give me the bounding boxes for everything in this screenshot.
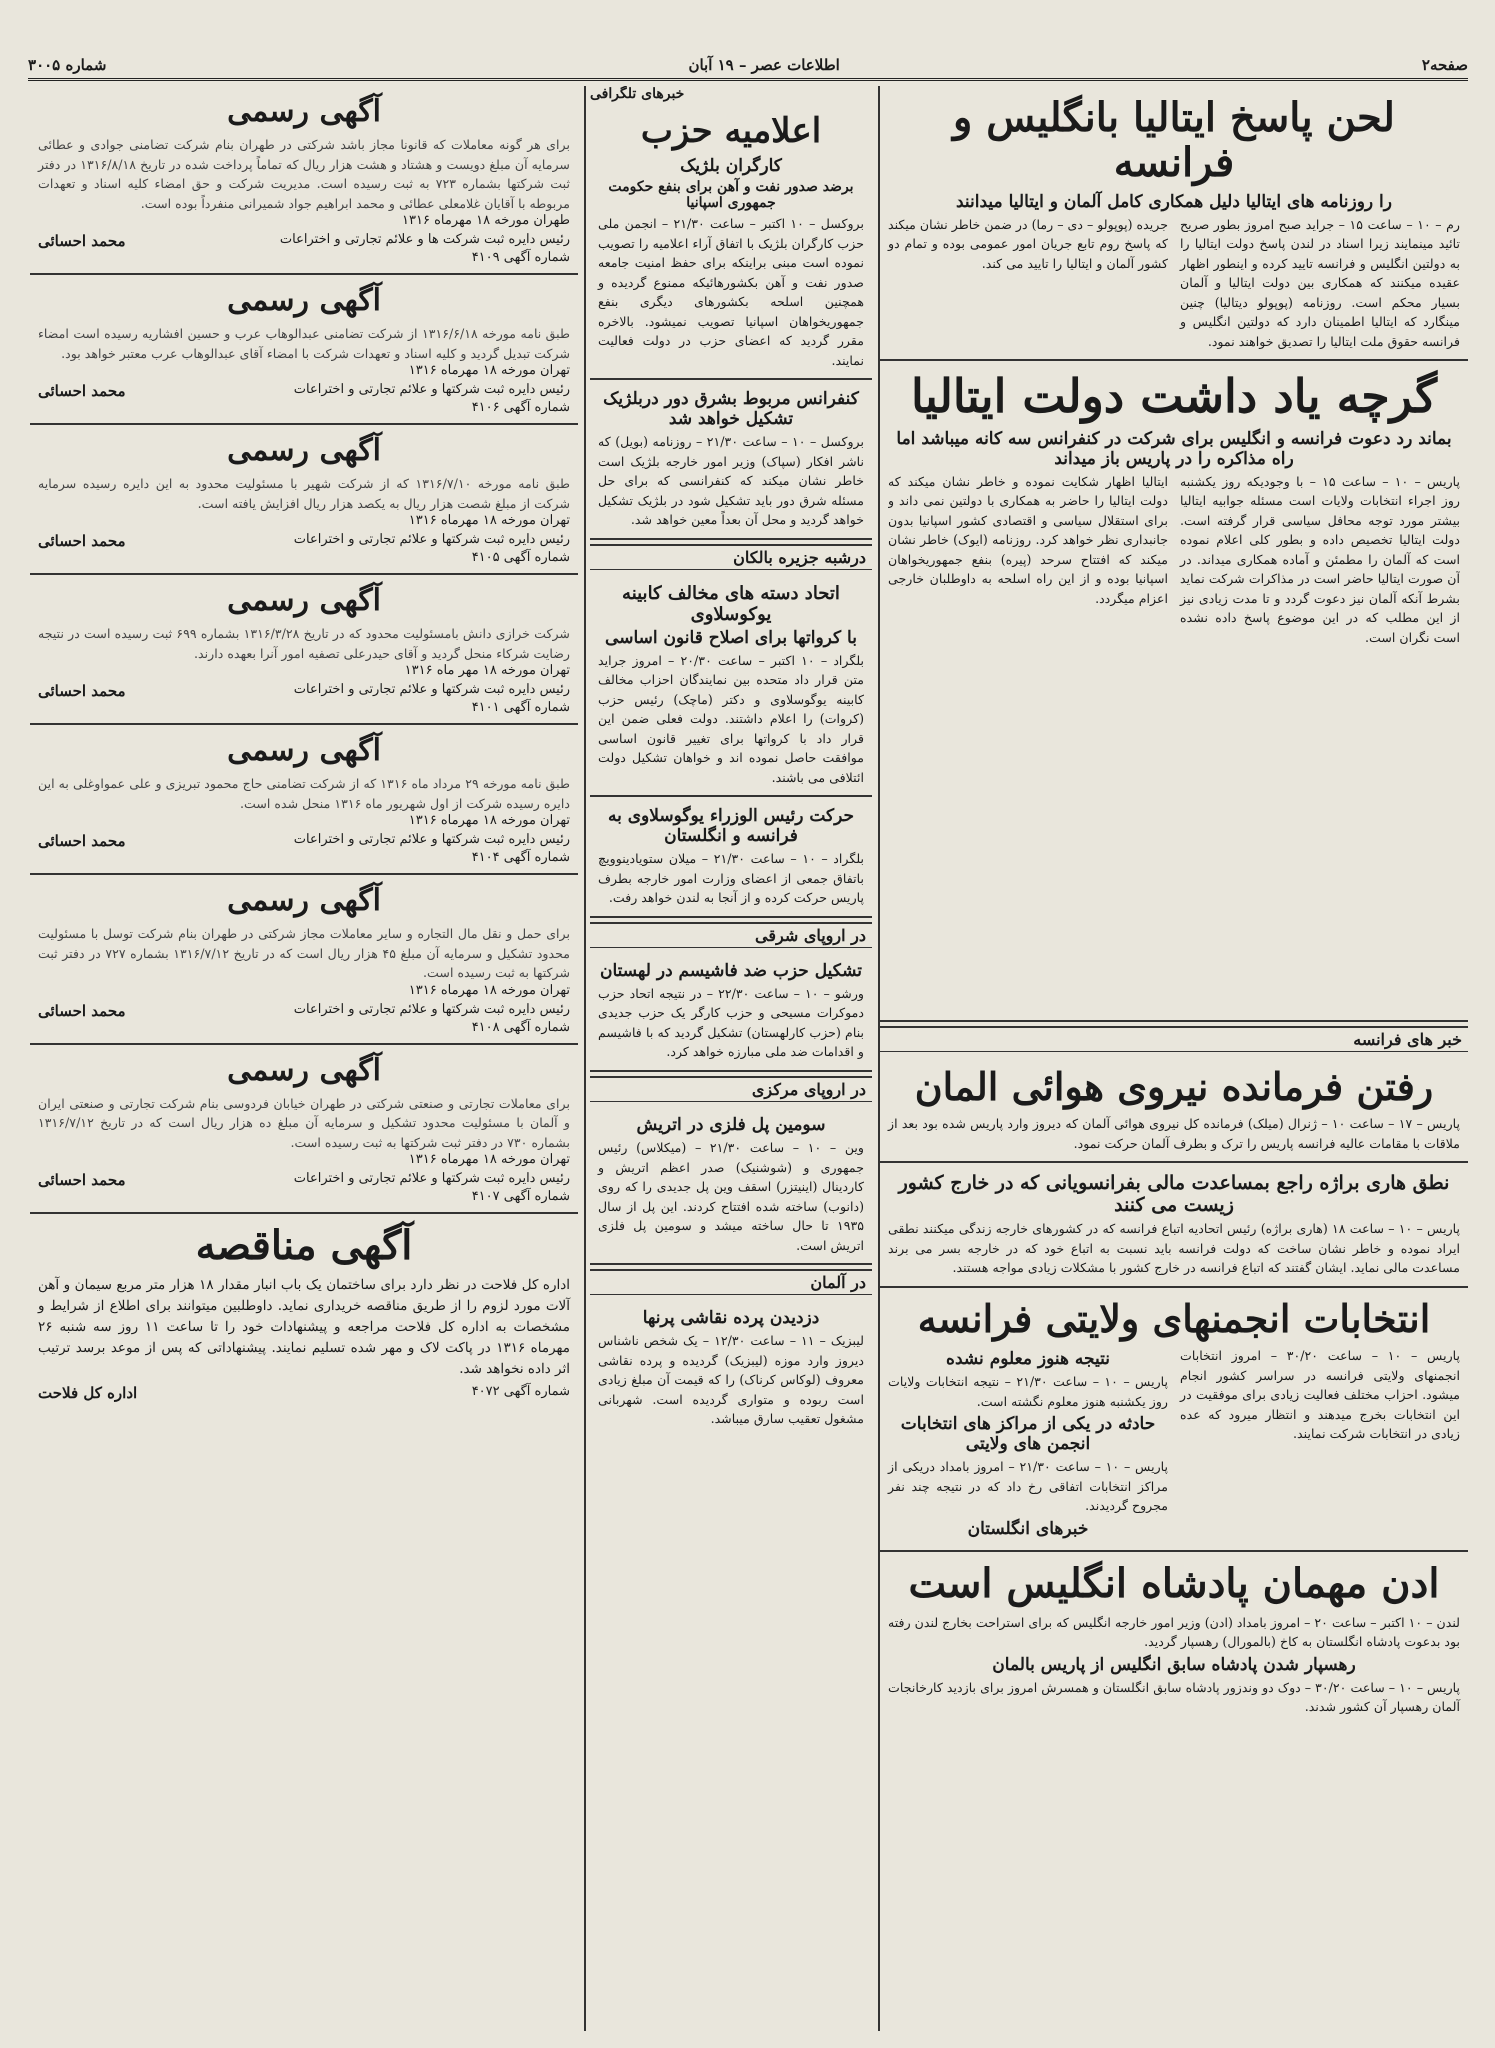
notice-signatory: محمد احسائی <box>38 1001 126 1020</box>
notice-office: رئیس دایره ثبت شرکتها و علائم تجارتی و اختراعات <box>293 682 570 698</box>
column-rule <box>584 86 586 2031</box>
notice-office: رئیس دایره ثبت شرکتها و علائم تجارتی و اختراعات <box>293 1001 570 1017</box>
notice-body: طبق نامه مورخه ۲۹ مرداد ماه ۱۳۱۶ که از شرکت تضامنی حاج محمود تبریزی و علی عمواوغلی به این دایره رسیده شرکت از اول شهریور ماه ۱۳۱۶ منحل شده است. <box>38 776 571 811</box>
subheadline: نتیجه هنوز معلوم نشده <box>946 1349 1110 1370</box>
column-right <box>880 86 1468 2031</box>
notice-number: شماره آگهی ۴۱۰۶ <box>471 400 570 416</box>
notice-number: شماره آگهی ۴۱۰۱ <box>471 700 570 716</box>
deck: برضد صدور نفت و آهن برای بنفع حکومت جمهوری اسپانیا <box>608 179 854 212</box>
notice-signatory: محمد احسائی <box>38 382 126 401</box>
deck: بماند رد دعوت فرانسه و انگلیس برای شرکت در کنفرانس سه کانه میباشد اما راه مذاکره را در پاریس باز میداند <box>896 428 1452 469</box>
masthead-date: اطلاعات عصر – ۱۹ آبان <box>688 56 840 74</box>
notice-date: طهران مورخه ۱۸ مهرماه ۱۳۱۶ <box>402 213 570 229</box>
article-belgian-party <box>590 102 872 380</box>
kicker: خبرهای تلگرافی <box>590 86 685 102</box>
official-notice <box>30 275 578 425</box>
section-france-news: خبر های فرانسه <box>880 1026 1468 1052</box>
notice-number: شماره آگهی ۴۱۰۷ <box>471 1189 570 1205</box>
notice-title: آگهی رسمی <box>227 583 381 619</box>
article-poland-party <box>590 952 872 1072</box>
notice-title: آگهی رسمی <box>227 733 381 769</box>
article-eden-guest <box>880 1552 1468 1725</box>
subheadline: کارگران بلژیک <box>680 156 782 177</box>
article-italian-note <box>880 361 1468 1022</box>
section-germany: در آلمان <box>590 1269 872 1295</box>
section-central-europe: در اروپای مرکزی <box>590 1076 872 1102</box>
column-middle <box>590 86 872 2031</box>
subheadline-2: حادثه در یکی از مراکز های انتخابات انجمن های ولایتی <box>900 1414 1156 1455</box>
headline: کنفرانس مربوط بشرق دور دربلژیک تشکیل خواهد شد <box>603 389 859 430</box>
article-body: لندن – ۱۰ اکتبر – ساعت ۲۰ – امروز بامداد (ادن) وزیر امور خارجه انگلیس که برای استراحت بخارج لندن رفته بود بدعوت پادشاه انگلستان به کاخ (بالمورال) رهسپار گردید. <box>888 1614 1461 1650</box>
column-rule <box>878 86 880 2031</box>
article-body: وین – ۱۰ – ساعت ۲۱/۳۰ – (میکلاس) رئیس جمهوری و (شوشنیک) صدر اعظم اتریش و کاردینال (اینیتزر) اسقف وین پل جدیدی را که روی (دانوب) ساخته شده افتتاح کردند. این پل از سال ۱۹۳۵ تا حال ساخته میشد و سومین پل فلزی اتریش است. <box>598 1140 864 1253</box>
article-body-2: ایتالیا اظهار شکایت نموده و خاطر نشان میکند که دولت ایتالیا را حاضر به همکاری با دولتین نمی داند و برای استقلال سیاسی و اقتصادی کشور اسپانیا بدون جانبداری نظر خواهد کرد. روزنامه (ایوک) خاطر نشان میکند که افتتاح سرحد (پیره) بنفع جمهوریخواهان اسپانیا بوده و از این راه اسلحه به داوطلبان خارجی اعزام میگردد. <box>888 473 1168 606</box>
notice-body: برای هر گونه معاملات که قانونا مجاز باشد شرکتی در طهران بنام شرکت تضامنی جوادی و عطائی سرمایه آن مبلغ دویست و هشتاد و هشت هزار ریال که تماماً پرداخت شده در تاریخ ۱۳۱۶/۸/۱۸ در دفتر ثبت شرکتها بشماره ۷۲۳ به ثبت رسیده است. مدیریت شرکت و حق امضاء کلیه اسناد و تعهدات مربوطه با آقایان غلامعلی عطائی و محمد ابراهیم جواد شمیرانی منفرداً بوده است. <box>38 137 570 211</box>
article-far-east-conference <box>590 380 872 540</box>
headline: سومین پل فلزی در اتریش <box>636 1115 826 1135</box>
headline: انتخابات انجمنهای ولایتی فرانسه <box>917 1295 1431 1341</box>
issue-number: شماره ۳۰۰۵ <box>28 56 107 74</box>
column-left <box>30 86 578 2031</box>
notice-number: شماره آگهی ۴۱۰۵ <box>471 550 570 566</box>
article-body: بروکسل – ۱۰ اکتبر – ساعت ۲۱/۳۰ – انجمن ملی حزب کارگران بلژیک با اتفاق آراء اعلامیه را تصویب نموده است مبنی براینکه برای حفظ امنیت جامعه صدور نفت و آهن بکشورهائیکه ممنوع گردیده و همچنین اسلحه بکشورهای دیگری بنفع جمهوریخواهان اسپانیا تصویب نمیشود. بالاخره مقرر گردید که اعضای حزب در دولت فعالیت نمایند. <box>598 216 864 368</box>
article-yugoslav-pm <box>590 797 872 918</box>
notice-number: شماره آگهی ۴۱۰۸ <box>471 1019 570 1035</box>
headline: ادن مهمان پادشاه انگلیس است <box>908 1559 1440 1607</box>
article-body: بلگراد – ۱۰ اکتبر – ساعت ۲۰/۳۰ – امروز جراید متن قرار داد متحده بین نمایندگان احزاب مخالف کابینه یوگوسلاوی و دکتر (ماچک) رئیس حزب (کروات) را اعلام داشتند. دولت فعلی ضمن این قرار داد با کرواتها برای تغییر قانون اساسی موافقت حاصل نموده اند و خواهان تشکیل دولت ائتلافی می باشند. <box>598 652 865 785</box>
official-notice <box>30 1045 578 1215</box>
notice-office: رئیس دایره ثبت شرکتها و علائم تجارتی و اختراعات <box>293 1171 570 1187</box>
sub-body: پاریس – ۱۰ – ساعت ۲۱/۳۰ – نتیجه انتخابات ولایات روز یکشنبه هنوز معلوم نگشته است. <box>888 1374 1168 1409</box>
notice-office: رئیس دایره ثبت شرکتها و علائم تجارتی و اختراعات <box>293 532 570 548</box>
headline: گرچه یاد داشت دولت ایتالیا <box>911 369 1437 424</box>
article-body: پاریس – ۱۷ – ساعت ۱۰ – ژنرال (میلک) فرمانده کل نیروی هوائی آلمان که دیروز وارد پاریس شده بود بعد از ملاقات با مقامات عالیه فرانسه پاریس را ترک و بطرف آلمان حرکت نمود. <box>888 1116 1460 1151</box>
notice-title: آگهی رسمی <box>227 1052 381 1088</box>
notice-body: برای معاملات تجارتی و صنعتی شرکتی در طهران خیابان فردوسی بنام شرکت تجارتی و صنعتی ایران و آلمان با مسئولیت محدود تشکیل و سرمایه آن مبلغ ده هزار ریال است که در تاریخ ۱۳۱۶/۷/۱۲ بشماره ۷۳۰ در دفتر ثبت شرکتها به ثبت رسیده است. <box>38 1095 570 1150</box>
article-body-2: جریده (پوپولو – دی – رما) در ضمن خاطر نشان میکند که پاسخ روم تابع جریان امور عمومی بوده و تمام دو کشور آلمان و ایتالیا را تایید می کند. <box>888 216 1168 271</box>
notice-date: تهران مورخه ۱۸ مهرماه ۱۳۱۶ <box>408 363 570 379</box>
notice-date: تهران مورخه ۱۸ مهر ماه ۱۳۱۶ <box>404 663 570 679</box>
notice-office: رئیس دایره ثبت شرکتها و علائم تجارتی و اختراعات <box>293 832 570 848</box>
article-body: پاریس – ۱۰ – ساعت ۱۵ – با وجودیکه روز یکشنبه روز اجراء انتخابات ولایات است مسئله جوابیه ایتالیا بیشتر مورد توجه محافل سیاسی قرار گرفته است. دولت ایتالیا تخصیص داده و بطور کلی اعلام نموده است که آلمان را مطمئن و آماده همکاری میداند. در آن صورت ایتالیا حاضر است در مذاکرات شرکت نماید بشرط آنکه آلمان نیز دعوت گردد و تا مدت زیادی نیز از این مطلب که در این موضوع پاسخ داده نشده است نگران است. <box>1180 473 1460 645</box>
headline: رفتن فرمانده نیروی هوائی المان <box>914 1063 1434 1109</box>
notice-signatory: محمد احسائی <box>38 232 126 251</box>
notice-number: شماره آگهی ۴۰۷۲ <box>471 1383 570 1399</box>
article-italy-reply <box>880 86 1468 361</box>
notice-title: آگهی رسمی <box>227 883 381 919</box>
notice-date: تهران مورخه ۱۸ مهرماه ۱۳۱۶ <box>408 813 570 829</box>
notice-number: شماره آگهی ۴۱۰۹ <box>471 250 570 266</box>
notice-body: شرکت خرازی دانش بامسئولیت محدود که در تاریخ ۱۳۱۶/۳/۲۸ بشماره ۶۹۹ ثبت رسیده است در نتیجه رضایت شرکاء منحل گردید و آقای حیدرعلی تصفیه امور آنرا بعهده دارند. <box>38 626 570 661</box>
sub-body-2: پاریس – ۱۰ – ساعت ۲۱/۳۰ – امروز بامداد دریکی از مراکز انتخابات اتفاقی رخ داد که در نتیجه چند نفر مجروح گردیدند. <box>888 1459 1169 1514</box>
notice-office: رئیس دایره ثبت شرکت ها و علائم تجارتی و اختراعات <box>279 232 570 248</box>
article-body: پاریس – ۱۰ – ساعت ۳۰/۲۰ – امروز انتخابات انجمنهای ولایتی فرانسه در سراسر کشور انجام میشود. احزاب مختلف فعالیت زیادی برای موفقیت در این انتخابات بخرج میدهند و انتظار میرود که عده زیادی در انتخابات شرکت نمایند. <box>1180 1348 1460 1442</box>
section-eastern-europe: در اروپای شرقی <box>590 922 872 948</box>
tender-notice <box>30 1214 578 1410</box>
section-balkans: درشبه جزیره بالکان <box>590 544 872 570</box>
masthead <box>28 52 1468 81</box>
article-body: بروکسل – ۱۰ – ساعت ۲۱/۳۰ – روزنامه (بویل) که ناشر افکار (سپاک) وزیر امور خارجه بلژیک است خاطر نشان میکند که کنفرانسی که برای حل مسئله شرق دور باید تشکیل شود در بلژیک تشکیل خواهد گردید و محل آن بعداً معین خواهد شد. <box>598 434 864 528</box>
article-yugoslav-opposition <box>590 574 872 798</box>
article-body: لیبزیک – ۱۱ – ساعت ۱۲/۳۰ – یک شخص ناشناس دیروز وارد موزه (لیبزیک) گردیده و پرده نقاشی معروف (لوکاس کرناک) را که قیمت آن مبلغ زیادی است ربوده و متواری گردیده است. شهربانی مشغول تعقیب سارق میباشد. <box>598 1333 864 1427</box>
notice-body: برای حمل و نقل مال التجاره و سایر معاملات مجاز شرکتی در طهران بنام شرکت توسل با مسئولیت محدود تشکیل و سرمایه آن مبلغ ۴۵ هزار ریال است که در تاریخ ۱۳۱۶/۷/۱۲ بشماره ۷۲۷ در دفتر ثبت شرکتها به ثبت رسیده است. <box>38 926 571 981</box>
notice-date: تهران مورخه ۱۸ مهرماه ۱۳۱۶ <box>408 1152 570 1168</box>
notice-office: رئیس دایره ثبت شرکتها و علائم تجارتی و اختراعات <box>293 382 570 398</box>
notice-title: آگهی مناقصه <box>195 1222 413 1270</box>
deck: را روزنامه های ایتالیا دلیل همکاری کامل آلمان و ایتالیا میدانند <box>956 191 1392 212</box>
headline: اتحاد دسته های مخالف کابینه یوکوسلاوی <box>622 582 840 625</box>
notice-signatory: اداره کل فلاحت <box>38 1383 138 1402</box>
subheadline: با کرواتها برای اصلاح قانون اساسی <box>605 627 857 648</box>
headline: لحن پاسخ ایتالیا بانگلیس و فرانسه <box>953 94 1395 186</box>
article-austria-bridge <box>590 1106 872 1265</box>
article-body: رم – ۱۰ – ساعت ۱۵ – جراید صبح امروز بطور صریح تائید مینمایند زیرا اسناد در لندن پاسخ دولت ایتالیا را به دولتین انگلیس و فرانسه تایید کرده و اینطور اظهار عقیده میکنند که همکاری بین دولت ایتالیا و آلمان بسیار محکم است. روزنامه (پوپولو دیتالیا) چنین مینگارد که ایتالیا اطمینان دارد که دولتین انگلیس و فرانسه حقوق ملت ایتالیا را تصدیق خواهند نمود. <box>1180 216 1460 349</box>
notice-signatory: محمد احسائی <box>38 532 126 551</box>
article-painting-theft <box>590 1299 872 1437</box>
notice-date: تهران مورخه ۱۸ مهرماه ۱۳۱۶ <box>408 982 570 998</box>
notice-title: آگهی رسمی <box>227 283 381 319</box>
notice-title: آگهی رسمی <box>227 433 381 469</box>
headline: دزدیدن پرده نقاشی پرنها <box>642 1308 820 1329</box>
article-body: بلگراد – ۱۰ – ساعت ۲۱/۳۰ – میلان ستویادینوویچ باتفاق جمعی از اعضای وزارت امور خارجه بطرف پاریس حرکت کرده و از آنجا به لندن خواهد رفت. <box>598 851 864 906</box>
article-body: پاریس – ۱۰ – ساعت ۱۸ (هاری براژه) رئیس اتحادیه اتباع فرانسه که در کشورهای خارجه زندگی میکنند نطقی ایراد نموده و خاطر نشان ساخت که دولت فرانسه باید نسبت به اتباع خود که در خارجه بسر می برند مساعدت مالی نماید. ایشان گفتند که اتباع فرانسه در خارج کشور با مشکلات زیادی مواجه هستند. <box>888 1221 1461 1276</box>
notice-signatory: محمد احسائی <box>38 1171 126 1190</box>
sub-body: پاریس – ۱۰ – ساعت ۳۰/۲۰ – دوک دو وندزور پادشاه سابق انگلستان و همسرش امروز برای بازدید کارخانجات آلمان رهسپار آن کشور شدند. <box>888 1679 1461 1715</box>
notice-title: آگهی رسمی <box>227 94 381 129</box>
official-notice <box>30 86 578 275</box>
article-harry-brage <box>880 1163 1468 1288</box>
notice-date: تهران مورخه ۱۸ مهرماه ۱۳۱۶ <box>408 513 570 529</box>
headline: تشکیل حزب ضد فاشیسم در لهستان <box>599 960 863 981</box>
official-notice <box>30 725 578 875</box>
notice-body: طبق نامه مورخه ۱۳۱۶/۶/۱۸ از شرکت تضامنی عبدالوهاب عرب و حسین افشاریه رسیده است امضاء شرکت تبدیل گردید و کلیه اسناد و تعهدات شرکت با امضاء آقای عبدالوهاب عرب معتبر خواهد بود. <box>38 326 571 361</box>
page-label: صفحه۲ <box>1421 56 1468 74</box>
headline: حرکت رئیس الوزراء یوگوسلاوی به فرانسه و انگلستان <box>607 806 855 847</box>
official-notice <box>30 875 578 1045</box>
subheadline: رهسپار شدن پادشاه سابق انگلیس از پاریس بالمان <box>992 1654 1356 1675</box>
headline: اعلامیه حزب <box>640 111 822 151</box>
official-notice <box>30 575 578 725</box>
article-body: ورشو – ۱۰ – ساعت ۲۲/۳۰ – در نتیجه اتحاد حزب دموکرات مسیحی و حزب کارگر یک حزب جدیدی بنام (حزب کارلهستان) تشکیل گردید که با فاشیسم و اقدامات ضد ملی مبارزه خواهد کرد. <box>598 985 864 1060</box>
article-french-elections <box>880 1288 1468 1552</box>
notice-signatory: محمد احسائی <box>38 682 126 701</box>
notice-body: طبق نامه مورخه ۱۳۱۶/۷/۱۰ که از شرکت شهیر با مسئولیت محدود به این دایره رسیده سرمایه شرکت از مبلغ شصت هزار ریال به یکصد هزار ریال افزایش یافته است. <box>38 476 570 511</box>
notice-number: شماره آگهی ۴۱۰۴ <box>471 850 570 866</box>
headline: نطق هاری براژه راجع بمساعدت مالی بفرانسویانی که در خارج کشور زیست می کنند <box>898 1172 1450 1217</box>
article-german-air-chief <box>880 1056 1468 1164</box>
notice-signatory: محمد احسائی <box>38 832 126 851</box>
notice-body: اداره کل فلاحت در نظر دارد برای ساختمان یک باب انبار مقدار ۱۸ هزار متر مربع سیمان و آهن آلات مورد لزوم را از طریق مناقصه خریداری نماید. داوطلبین میتوانند برای اطلاع از شرایط و مشخصات به اداره کل فلاحت مراجعه و پیشنهادات خود را تا ساعت ۱۱ روز سه شنبه ۲۶ مهرماه ۱۳۱۶ در پاکت لاک و مهر شده تسلیم نمایند. پیشنهاداتی که پس از موعد برسد ترتیب اثر داده نخواهد شد. <box>38 1277 570 1377</box>
subheadline-3: خبرهای انگلستان <box>967 1518 1089 1539</box>
official-notice <box>30 425 578 575</box>
